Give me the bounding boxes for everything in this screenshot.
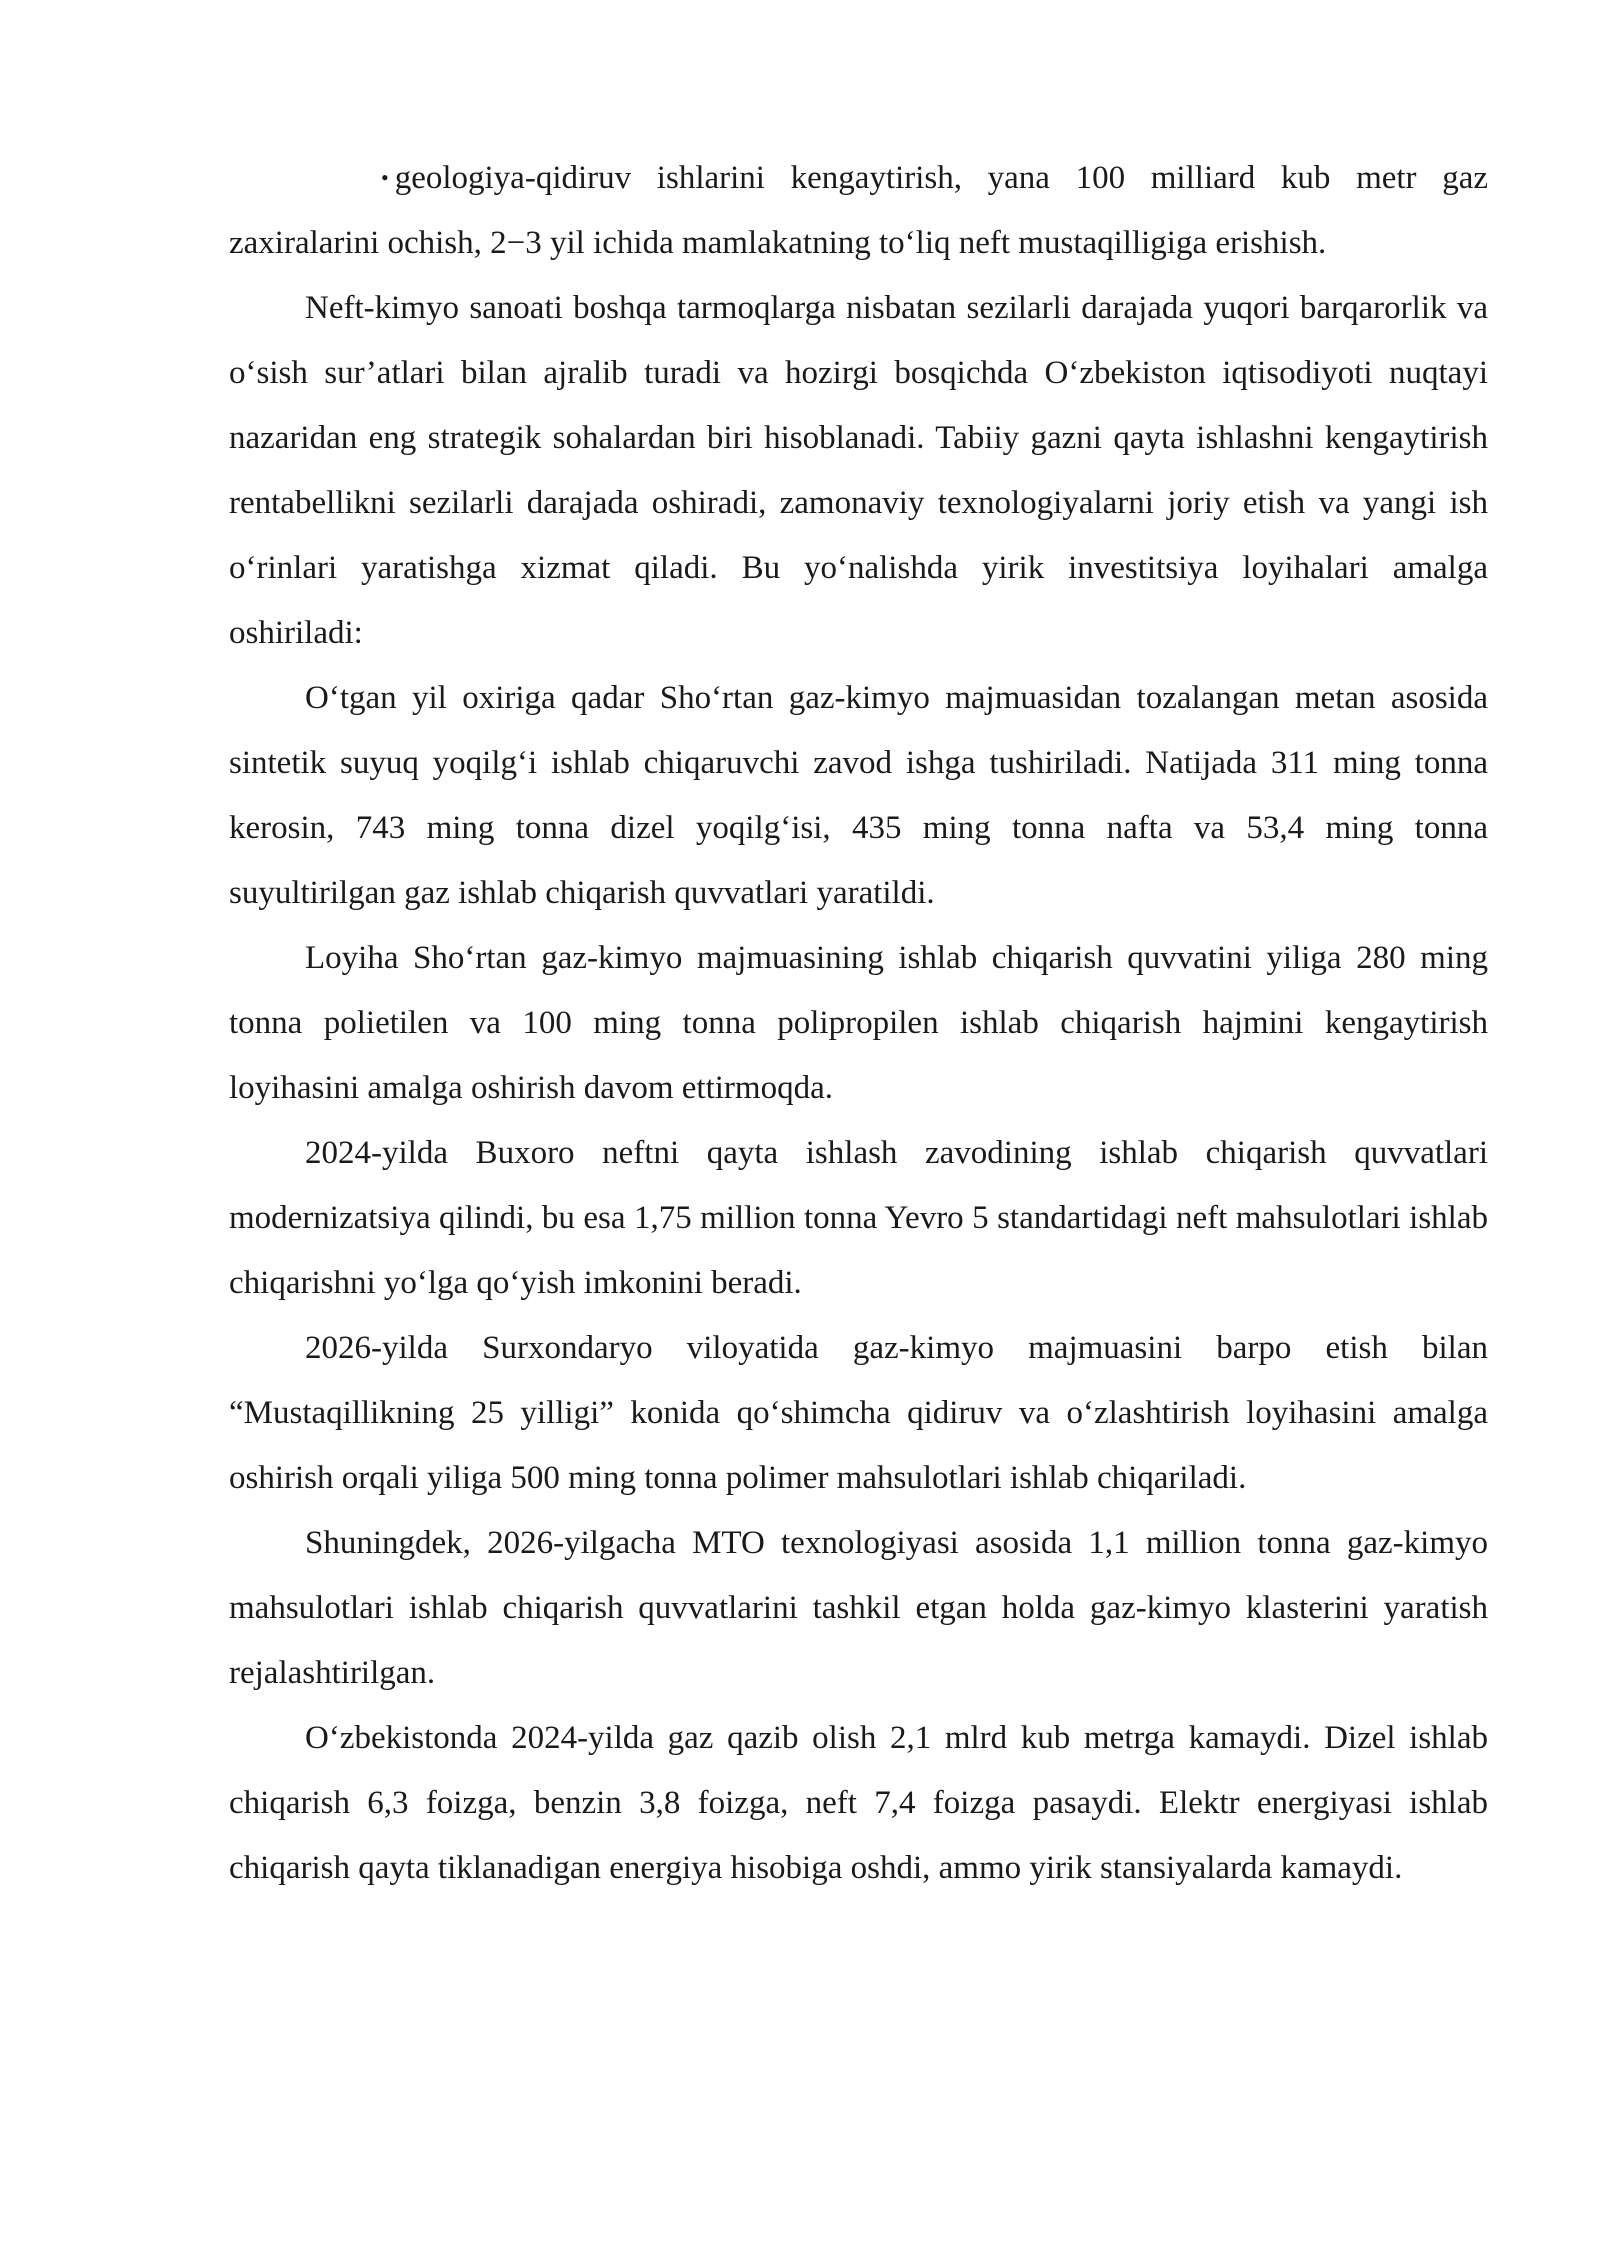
paragraph-petrochemical-industry: Neft-kimyo sanoati boshqa tarmoqlarga nisbatan sezilarli darajada yuqori barqarorlik va o‘sish sur’atlari bilan ajralib turadi va hozirgi bosqichda O‘zbekiston iqtisodiyoti nuqtayi nazaridan eng strategik sohalardan biri hisoblanadi. Tabiiy gazni qayta ishlashni kengaytirish rentabellikni sezilarli darajada oshiradi, zamonaviy texnologiyalarni joriy etish va yangi ish o‘rinlari yaratishga xizmat qiladi. Bu yo‘nalishda yirik investitsiya loyihalari amalga oshiriladi: xyxy=(229,290,1488,651)
paragraph-shortan-expansion: Loyiha Sho‘rtan gaz-kimyo majmuasining ishlab chiqarish quvvatini yiliga 280 ming tonna polietilen va 100 ming tonna polipropilen ishlab chiqarish hajmini kengaytirish loyihasini amalga oshirish davom ettirmoqda. xyxy=(229,940,1488,1106)
document-body xyxy=(229,145,1488,1901)
bullet-list-item xyxy=(229,145,1488,276)
bullet-marker: • xyxy=(381,165,389,190)
paragraph-mto-cluster: Shuningdek, 2026-yilgacha MTO texnologiyasi asosida 1,1 million tonna gaz-kimyo mahsulotlari ishlab chiqarish quvvatlarini tashkil etgan holda gaz-kimyo klasterini yaratish rejalashtirilgan. xyxy=(229,1525,1488,1691)
paragraph-production-decline: O‘zbekistonda 2024-yilda gaz qazib olish 2,1 mlrd kub metrga kamaydi. Dizel ishlab chiqarish 6,3 foizga, benzin 3,8 foizga, neft 7,4 foizga pasaydi. Elektr energiyasi ishlab chiqarish qayta tiklanadigan energiya hisobiga oshdi, ammo yirik stansiyalarda kamaydi. xyxy=(229,1720,1488,1886)
paragraph-surkhandarya-complex: 2026-yilda Surxondaryo viloyatida gaz-kimyo majmuasini barpo etish bilan “Mustaqillikning 25 yilligi” konida qo‘shimcha qidiruv va o‘zlashtirish loyihasini amalga oshirish orqali yiliga 500 ming tonna polimer mahsulotlari ishlab chiqariladi. xyxy=(229,1330,1488,1496)
paragraph-bukhara-refinery: 2024-yilda Buxoro neftni qayta ishlash zavodining ishlab chiqarish quvvatlari modernizatsiya qilindi, bu esa 1,75 million tonna Yevro 5 standartidagi neft mahsulotlari ishlab chiqarishni yo‘lga qo‘yish imkonini beradi. xyxy=(229,1135,1488,1301)
paragraph-shortan-synthetic-fuel: O‘tgan yil oxiriga qadar Sho‘rtan gaz-kimyo majmuasidan tozalangan metan asosida sintetik suyuq yoqilg‘i ishlab chiqaruvchi zavod ishga tushiriladi. Natijada 311 ming tonna kerosin, 743 ming tonna dizel yoqilg‘isi, 435 ming tonna nafta va 53,4 ming tonna suyultirilgan gaz ishlab chiqarish quvvatlari yaratildi. xyxy=(229,680,1488,911)
bullet-item-text: geologiya-qidiruv ishlarini kengaytirish, yana 100 milliard kub metr gaz zaxiralarini ochish, 2−3 yil ichida mamlakatning to‘liq neft mustaqilligiga erishish. xyxy=(229,160,1488,261)
